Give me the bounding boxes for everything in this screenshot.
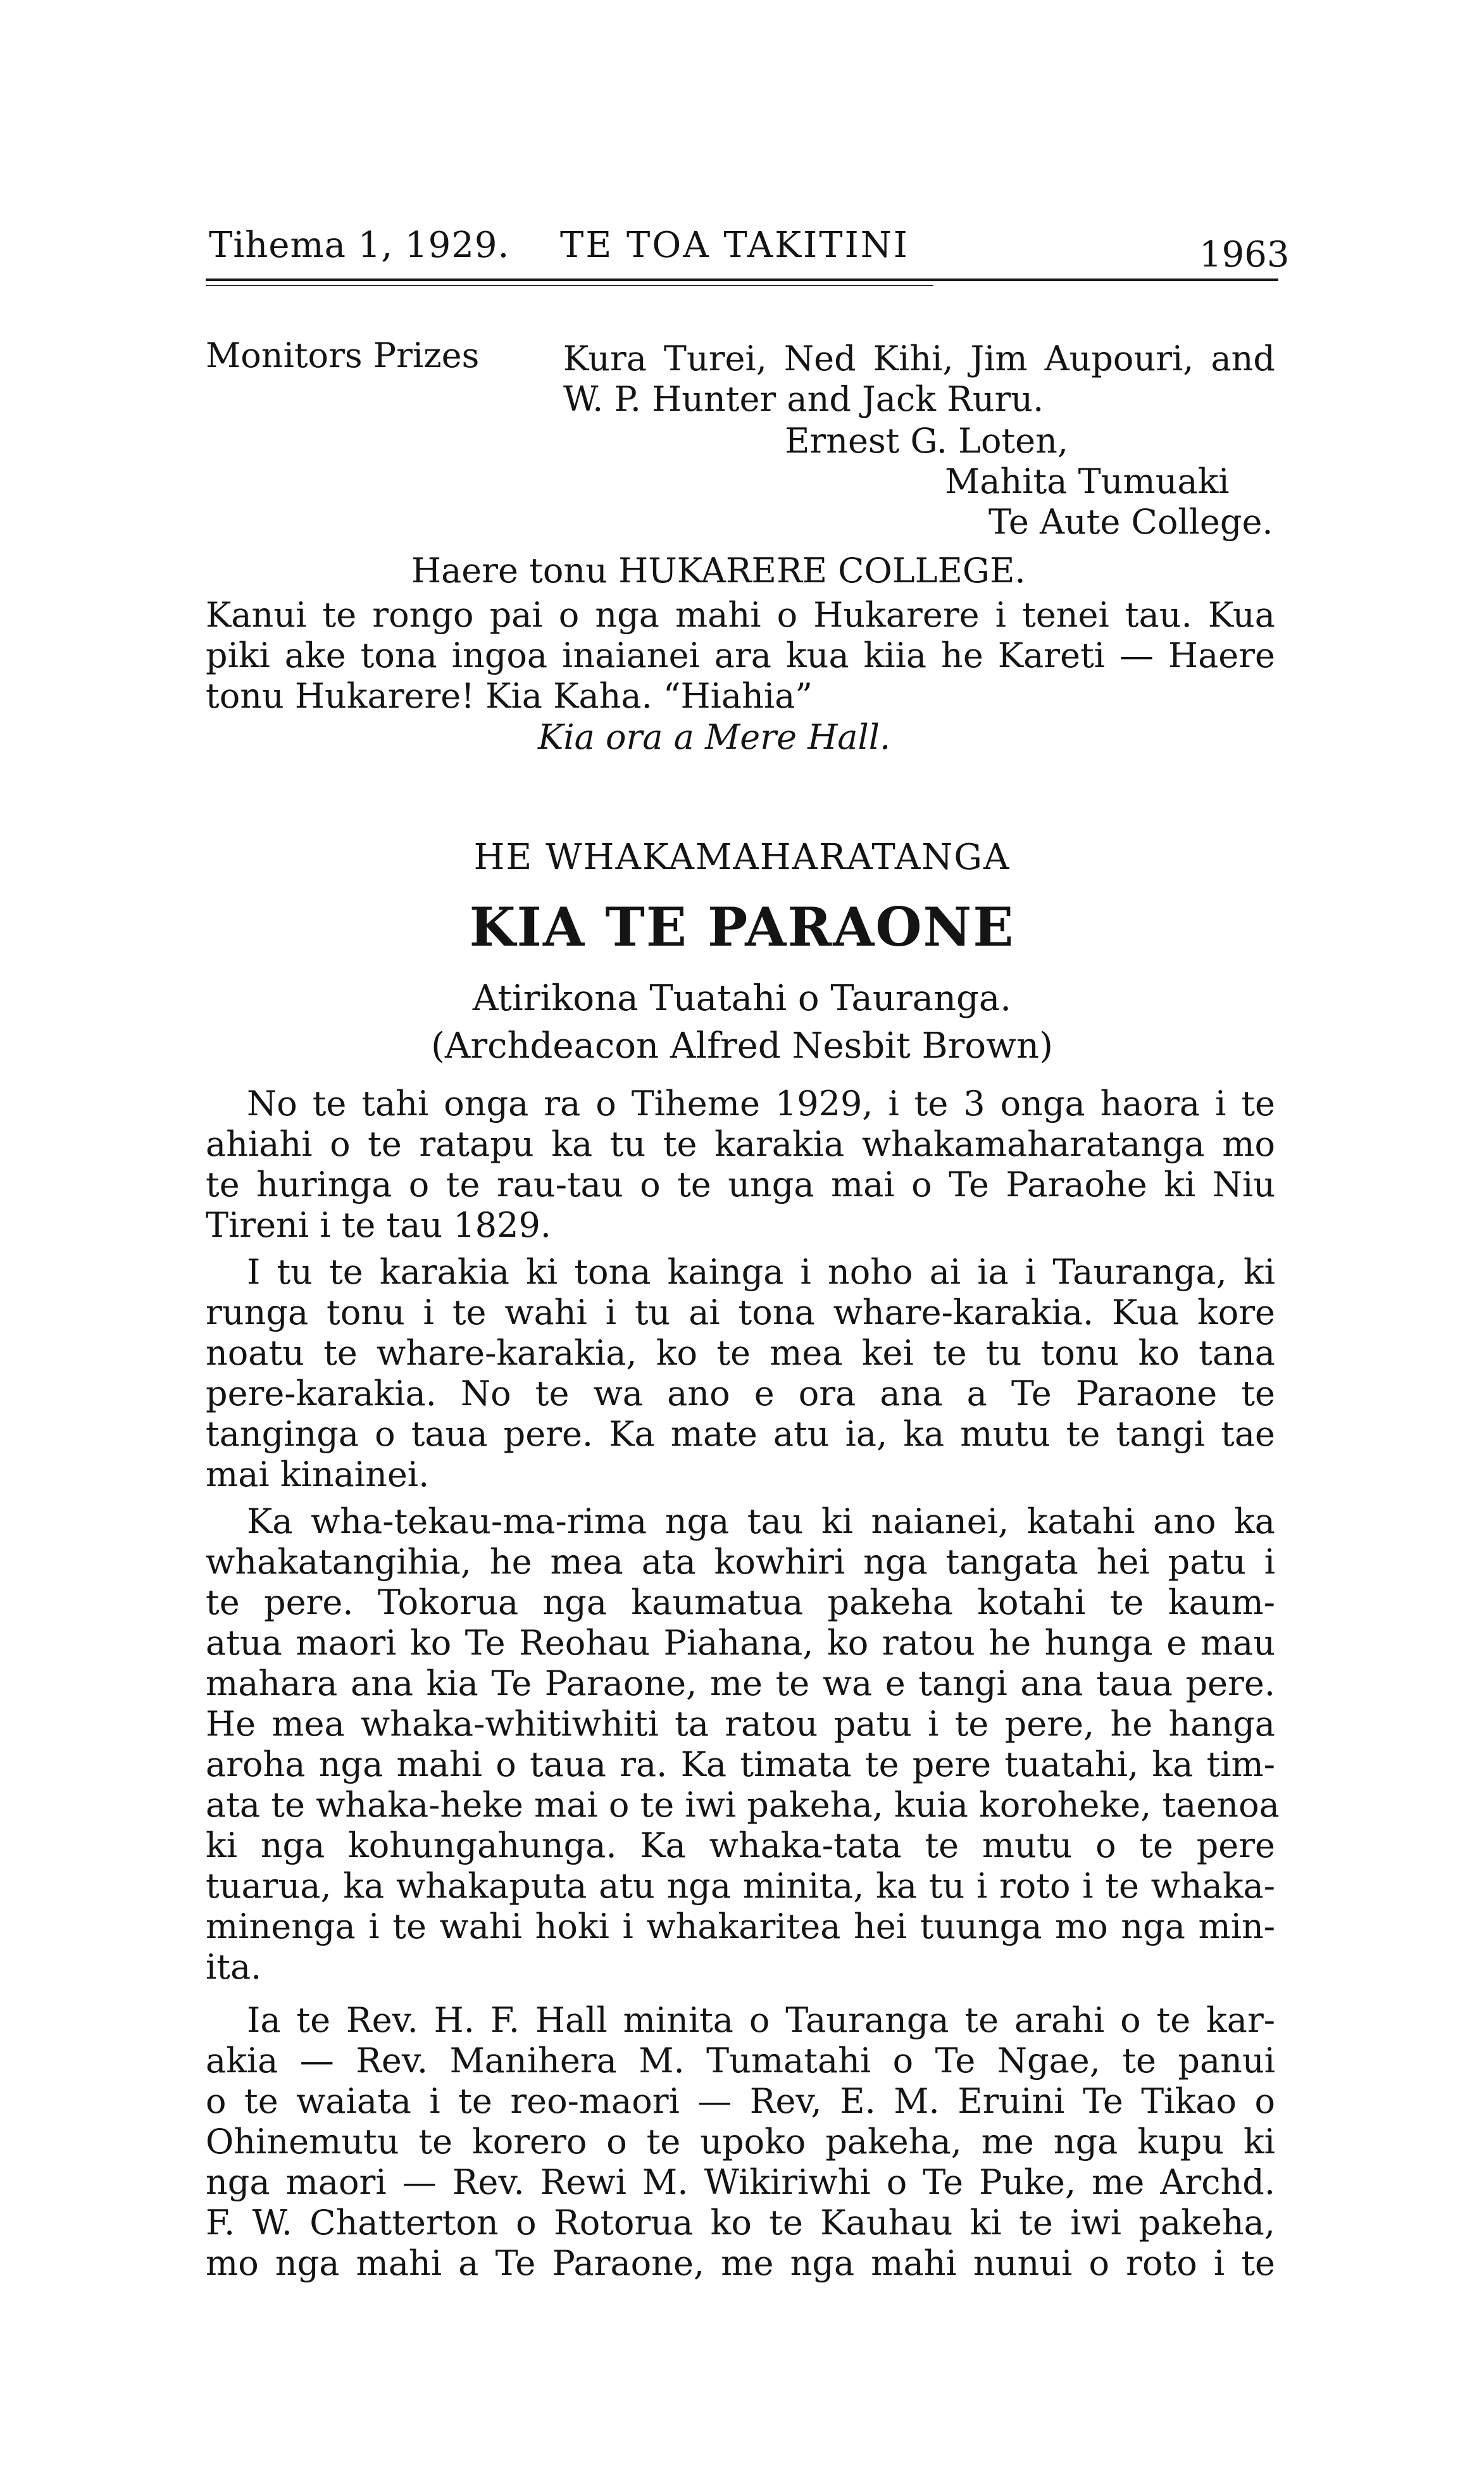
page-number: 1963 [1199,234,1290,275]
p4-line-2: akia — Rev. Manihera M. Tumatahi o Te Ngae, te panui [206,2041,1275,2081]
p3-line-8: ata te whaka-heke mai o te iwi pakeha, kuia koroheke, taenoa [206,1785,1280,1825]
header-title: TE TOA TAKITINI [560,225,909,266]
article-paragraph-4 [206,2000,1275,2284]
prizes-label: Monitors Prizes [206,335,480,375]
p3-line-10: tuarua, ka whakaputa atu nga minita, ka tu i roto i te whaka- [206,1866,1275,1906]
signature-name: Ernest G. Loten, [785,421,1069,461]
prizes-line-1: Kura Turei, Ned Kihi, Jim Aupouri, and [563,339,1275,379]
hukarere-heading: Haere tonu HUKARERE COLLEGE. [411,551,1026,591]
p1-line-4: Tireni i te tau 1829. [206,1205,551,1245]
p2-line-3: noatu te whare-karakia, ko te mea kei te tu tonu ko tana [206,1333,1275,1373]
p4-line-3: o te waiata i te reo-maori — Rev, E. M. Eruini Te Tikao o [206,2081,1275,2121]
p2-line-5: tanginga o taua pere. Ka mate atu ia, ka mutu te tangi tae [206,1414,1275,1454]
p1-line-1: No te tahi onga ra o Tiheme 1929, i te 3 onga haora i te [247,1084,1275,1124]
p3-line-7: aroha nga mahi o taua ra. Ka timata te pere tuatahi, ka tim- [206,1744,1275,1784]
p3-line-11: minenga i te wahi hoki i whakaritea hei tuunga mo nga min- [206,1906,1275,1946]
header-date: Tihema 1, 1929. [209,225,510,266]
p2-line-1: I tu te karakia ki tona kainga i noho ai ia i Tauranga, ki [247,1252,1275,1292]
p1-line-2: ahiahi o te ratapu ka tu te karakia whakamaharatanga mo [206,1124,1275,1164]
p4-line-6: F. W. Chatterton o Rotorua ko te Kauhau ki te iwi pakeha, [206,2203,1275,2243]
p4-line-1: Ia te Rev. H. F. Hall minita o Tauranga te arahi o te kar- [247,2000,1275,2040]
p3-line-12: ita. [206,1947,262,1987]
article-subtitle-2: (Archdeacon Alfred Nesbit Brown) [431,1025,1053,1067]
p4-line-4: Ohinemutu te korero o te upoko pakeha, me nga kupu ki [206,2122,1275,2162]
hukarere-signoff: Kia ora a Mere Hall. [538,717,891,757]
header-rule-secondary [206,285,933,286]
p1-line-3: te huringa o te rau-tau o te unga mai o Te Paraohe ki Niu [206,1165,1275,1205]
article-kicker: HE WHAKAMAHARATANGA [473,837,1011,878]
hukarere-line-1: Kanui te rongo pai o nga mahi o Hukarere i tenei tau. Kua [206,595,1275,635]
p4-line-5: nga maori — Rev. Rewi M. Wikiriwhi o Te Puke, me Archd. [206,2162,1275,2202]
hukarere-paragraph [206,595,1275,717]
p3-line-9: ki nga kohungahunga. Ka whaka-tata te mutu o te pere [206,1825,1275,1865]
signature-role: Mahita Tumuaki [945,461,1230,501]
p3-line-3: te pere. Tokorua nga kaumatua pakeha kotahi te kaum- [206,1582,1275,1622]
article-subtitle-1: Atirikona Tuatahi o Tauranga. [472,978,1012,1019]
article-paragraph-2 [206,1252,1275,1495]
hukarere-line-2: piki ake tona ingoa inaianei ara kua kiia he Kareti — Haere [206,635,1275,675]
p2-line-2: runga tonu i te wahi i tu ai tona whare-karakia. Kua kore [206,1293,1275,1332]
p4-line-7: mo nga mahi a Te Paraone, me nga mahi nunui o roto i te [206,2243,1275,2283]
p3-line-6: He mea whaka-whitiwhiti ta ratou patu i te pere, he hanga [206,1704,1275,1744]
p3-line-5: mahara ana kia Te Paraone, me te wa e tangi ana taua pere. [206,1663,1275,1703]
header-rule [206,279,1278,281]
signature-place: Te Aute College. [988,502,1273,542]
p3-line-1: Ka wha-tekau-ma-rima nga tau ki naianei, katahi ano ka [247,1501,1275,1541]
prizes-line-2: W. P. Hunter and Jack Ruru. [563,379,1044,419]
p2-line-4: pere-karakia. No te wa ano e ora ana a Te Paraone te [206,1374,1275,1413]
p3-line-2: whakatangihia, he mea ata kowhiri nga tangata hei patu i [206,1542,1275,1582]
p3-line-4: atua maori ko Te Reohau Piahana, ko ratou he hunga e mau [206,1623,1275,1663]
article-title: KIA TE PARAONE [469,896,1015,958]
p2-line-6: mai kinainei. [206,1455,430,1494]
article-paragraph-3 [206,1501,1280,1987]
hukarere-line-3: tonu Hukarere! Kia Kaha. “Hiahia” [206,676,813,716]
article-paragraph-1 [206,1084,1275,1246]
